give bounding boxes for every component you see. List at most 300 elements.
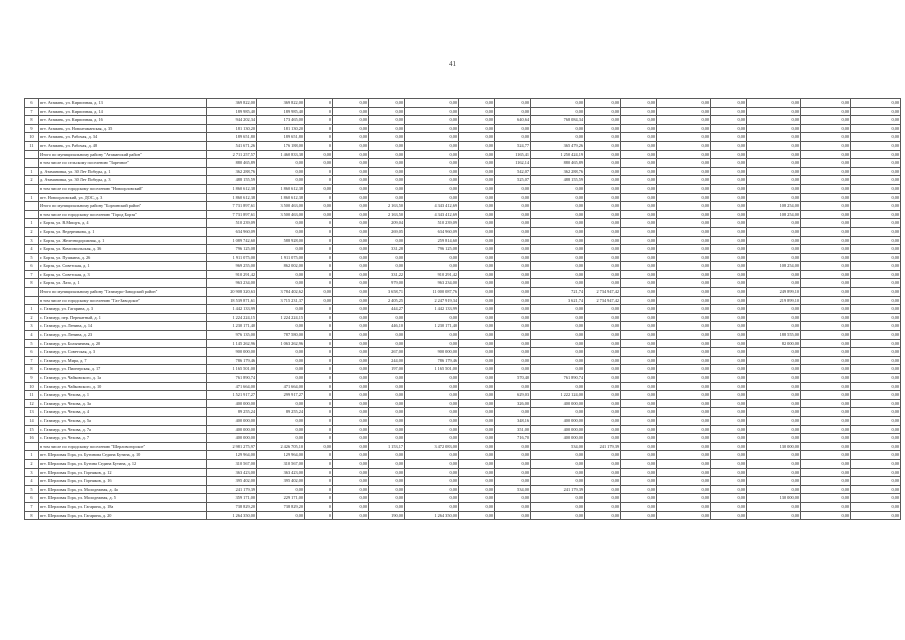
value-cell: 570,40 <box>495 374 531 383</box>
value-cell: 0,00 <box>851 305 901 314</box>
value-cell: 0,00 <box>369 451 405 460</box>
value-cell: 0,00 <box>585 322 621 331</box>
value-cell: 0,00 <box>333 331 369 340</box>
value-cell: 0,00 <box>305 202 333 211</box>
value-cell: 0,00 <box>369 176 405 185</box>
value-cell: 0,00 <box>495 184 531 193</box>
value-cell: 0,00 <box>657 494 711 503</box>
value-cell: 0,00 <box>621 356 657 365</box>
value-cell: 0,00 <box>711 322 747 331</box>
value-cell: 0,00 <box>459 391 495 400</box>
value-cell: 0,00 <box>657 425 711 434</box>
value-cell: 0,00 <box>495 339 531 348</box>
address-cell: пгт. Шерловая Гора, ул. Бутина Седина Бутина, д. 12 <box>39 459 207 468</box>
value-cell: 2 247 919,34 <box>405 296 459 305</box>
value-cell: 0,00 <box>495 99 531 108</box>
table-row <box>25 511 901 520</box>
value-cell: 3 715 231,37 <box>257 296 305 305</box>
value-cell: 1 860 612,38 <box>257 193 305 202</box>
value-cell: 0,00 <box>711 202 747 211</box>
value-cell: 0,00 <box>585 150 621 159</box>
value-cell: 0,00 <box>747 176 801 185</box>
value-cell: 0,00 <box>405 408 459 417</box>
value-cell: 510 239,09 <box>405 219 459 228</box>
value-cell: 0,00 <box>369 477 405 486</box>
address-cell: Итого по муниципальному району "Газимуро-Заводский район" <box>39 288 207 297</box>
value-cell: 0,00 <box>747 305 801 314</box>
value-cell: 299 917,27 <box>257 391 305 400</box>
value-cell: 1162,14 <box>495 159 531 168</box>
value-cell: 0,00 <box>459 176 495 185</box>
value-cell: 588 928,00 <box>257 236 305 245</box>
value-cell: 400 000,00 <box>531 425 585 434</box>
value-cell: 0,00 <box>495 322 531 331</box>
value-cell: 796 125,08 <box>207 245 257 254</box>
value-cell: 0,00 <box>801 279 851 288</box>
value-cell: 0,00 <box>657 107 711 116</box>
value-cell: 0,00 <box>369 339 405 348</box>
value-cell: 0,00 <box>747 451 801 460</box>
value-cell: 0,00 <box>333 133 369 142</box>
row-number-cell <box>25 202 39 211</box>
value-cell: 0,00 <box>585 193 621 202</box>
value-cell: 0,00 <box>459 99 495 108</box>
value-cell: 0,00 <box>851 485 901 494</box>
value-cell: 1 860 612,38 <box>257 184 305 193</box>
address-cell: с. Газимур, пер. Перекатный, д. 1 <box>39 313 207 322</box>
value-cell: 963 234,00 <box>405 279 459 288</box>
table-group-row <box>25 210 901 219</box>
value-cell: 395 402,00 <box>257 477 305 486</box>
value-cell: 0,00 <box>369 236 405 245</box>
value-cell: 0,00 <box>405 339 459 348</box>
value-cell: 0,00 <box>711 331 747 340</box>
row-number-cell: 1 <box>25 193 39 202</box>
value-cell: 0,00 <box>369 502 405 511</box>
value-cell: 0 <box>305 193 333 202</box>
value-cell: 629,03 <box>495 391 531 400</box>
value-cell: 0,00 <box>711 141 747 150</box>
value-cell: 0,00 <box>531 348 585 357</box>
value-cell: 0,00 <box>711 219 747 228</box>
value-cell: 0,00 <box>711 434 747 443</box>
address-cell: в том числе по городскому поселению "Газ-Заводское" <box>39 296 207 305</box>
value-cell: 0,00 <box>333 107 369 116</box>
value-cell: 82 000,00 <box>747 339 801 348</box>
value-cell: 0,00 <box>621 176 657 185</box>
value-cell: 0,00 <box>621 288 657 297</box>
table-row <box>25 167 901 176</box>
value-cell: 0,00 <box>305 159 333 168</box>
value-cell: 0,00 <box>621 133 657 142</box>
value-cell: 331,28 <box>369 245 405 254</box>
value-cell: 0,00 <box>495 511 531 520</box>
value-cell: 1 153,17 <box>369 442 405 451</box>
value-cell: 721,74 <box>531 288 585 297</box>
value-cell: 0,00 <box>333 124 369 133</box>
row-number-cell <box>25 442 39 451</box>
table-row <box>25 451 901 460</box>
value-cell: 0,00 <box>531 270 585 279</box>
value-cell: 0,00 <box>851 313 901 322</box>
value-cell: 0,00 <box>851 99 901 108</box>
address-cell: с. Газимур, ул. Ленина, д. 14 <box>39 322 207 331</box>
value-cell: 0,00 <box>585 262 621 271</box>
row-number-cell: 11 <box>25 141 39 150</box>
value-cell: 979,00 <box>369 279 405 288</box>
address-cell: с. Газимур, ул. Ленина, д. 23 <box>39 331 207 340</box>
value-cell: 0,00 <box>459 253 495 262</box>
value-cell: 0 <box>305 502 333 511</box>
value-cell: 0,00 <box>747 322 801 331</box>
value-cell: 0,00 <box>851 176 901 185</box>
row-number-cell: 5 <box>25 253 39 262</box>
value-cell: 0,00 <box>851 202 901 211</box>
value-cell: 0,00 <box>333 322 369 331</box>
value-cell: 0,00 <box>657 167 711 176</box>
value-cell: 0,00 <box>621 262 657 271</box>
value-cell: 0,00 <box>459 399 495 408</box>
value-cell: 0,00 <box>585 270 621 279</box>
value-cell: 0,00 <box>333 141 369 150</box>
value-cell: 0 <box>305 408 333 417</box>
value-cell: 0,00 <box>801 193 851 202</box>
row-number-cell: 6 <box>25 262 39 271</box>
value-cell: 0,00 <box>851 270 901 279</box>
value-cell: 0,00 <box>621 99 657 108</box>
value-cell: 0,00 <box>851 150 901 159</box>
value-cell: 0,00 <box>459 459 495 468</box>
table-row <box>25 365 901 374</box>
value-cell: 0,00 <box>495 331 531 340</box>
value-cell: 0,00 <box>333 313 369 322</box>
value-cell: 0,00 <box>711 253 747 262</box>
value-cell: 0,00 <box>333 468 369 477</box>
value-cell: 0,00 <box>495 408 531 417</box>
table-row <box>25 245 901 254</box>
value-cell: 0,00 <box>747 124 801 133</box>
table-row <box>25 236 901 245</box>
value-cell: 0,00 <box>405 399 459 408</box>
row-number-cell: 3 <box>25 468 39 477</box>
value-cell: 0,00 <box>495 477 531 486</box>
value-cell: 0,00 <box>657 296 711 305</box>
program-table <box>24 98 901 520</box>
table-row <box>25 313 901 322</box>
address-cell: пгт. Шерловая Гора, ул. Горняков, д. 12 <box>39 468 207 477</box>
address-cell: пгт. Атамань, ул. Кирпичная, д. 14 <box>39 107 207 116</box>
value-cell: 0,00 <box>333 159 369 168</box>
value-cell: 0,00 <box>405 262 459 271</box>
value-cell: 0,00 <box>747 399 801 408</box>
value-cell: 0 <box>305 262 333 271</box>
table-row <box>25 425 901 434</box>
value-cell: 0,00 <box>657 193 711 202</box>
value-cell: 0,00 <box>585 245 621 254</box>
value-cell: 0,00 <box>459 468 495 477</box>
value-cell: 0,00 <box>851 193 901 202</box>
value-cell: 0,00 <box>621 391 657 400</box>
value-cell: 0,00 <box>405 374 459 383</box>
row-number-cell: 2 <box>25 176 39 185</box>
value-cell: 0,00 <box>531 236 585 245</box>
value-cell: 129 964,00 <box>207 451 257 460</box>
value-cell: 0,00 <box>333 270 369 279</box>
value-cell: 0,00 <box>621 313 657 322</box>
row-number-cell: 1 <box>25 219 39 228</box>
value-cell: 0,00 <box>711 236 747 245</box>
value-cell: 0 <box>305 176 333 185</box>
value-cell: 0,00 <box>851 468 901 477</box>
value-cell: 369 822,00 <box>207 99 257 108</box>
value-cell: 0,00 <box>333 434 369 443</box>
value-cell: 0,00 <box>459 331 495 340</box>
value-cell: 130 000,00 <box>747 442 801 451</box>
value-cell: 0,00 <box>531 494 585 503</box>
value-cell: 0,00 <box>257 425 305 434</box>
value-cell: 0,00 <box>333 253 369 262</box>
value-cell: 2 734 947,42 <box>585 296 621 305</box>
value-cell: 0,00 <box>801 133 851 142</box>
value-cell: 0,00 <box>585 99 621 108</box>
value-cell: 0,00 <box>851 288 901 297</box>
value-cell: 0,00 <box>801 416 851 425</box>
row-number-cell: 7 <box>25 356 39 365</box>
address-cell: с. Газимур, ул. Чехова, д. 7 <box>39 434 207 443</box>
value-cell: 0,00 <box>531 124 585 133</box>
value-cell: 0,00 <box>531 468 585 477</box>
value-cell: 0,00 <box>711 288 747 297</box>
value-cell: 0,00 <box>531 279 585 288</box>
value-cell: 0 <box>305 236 333 245</box>
value-cell: 190,00 <box>369 511 405 520</box>
value-cell: 188 555,00 <box>747 331 801 340</box>
table-body <box>25 99 901 520</box>
value-cell: 0,00 <box>369 116 405 125</box>
value-cell: 0,00 <box>801 348 851 357</box>
value-cell: 1 165 501,00 <box>405 365 459 374</box>
value-cell: 197,00 <box>369 365 405 374</box>
value-cell: 0,00 <box>657 339 711 348</box>
value-cell: 0,00 <box>711 391 747 400</box>
value-cell: 310 567,00 <box>207 459 257 468</box>
value-cell: 0,00 <box>801 451 851 460</box>
value-cell: 0,00 <box>801 339 851 348</box>
value-cell: 1 264 350,00 <box>207 511 257 520</box>
table-row <box>25 502 901 511</box>
value-cell: 0,00 <box>621 124 657 133</box>
value-cell: 0,00 <box>333 288 369 297</box>
value-cell: 0,00 <box>459 184 495 193</box>
address-cell: с. Газимур, ул. Чехова, д. 4 <box>39 408 207 417</box>
table-row <box>25 322 901 331</box>
value-cell: 0,00 <box>531 382 585 391</box>
value-cell: 0,00 <box>405 176 459 185</box>
value-cell: 0 <box>305 348 333 357</box>
value-cell: 0,00 <box>851 296 901 305</box>
table-group-row <box>25 288 901 297</box>
value-cell: 0,00 <box>585 159 621 168</box>
value-cell: 0 <box>305 434 333 443</box>
value-cell: 0,00 <box>657 365 711 374</box>
table-group-row <box>25 159 901 168</box>
row-number-cell <box>25 184 39 193</box>
value-cell: 0,00 <box>621 236 657 245</box>
value-cell: 0,00 <box>531 227 585 236</box>
value-cell: 1 224 224,15 <box>257 313 305 322</box>
value-cell: 0,00 <box>405 331 459 340</box>
value-cell: 2 426 705,10 <box>257 442 305 451</box>
address-cell: г. Борзя, ул. Советская, д. 3 <box>39 270 207 279</box>
value-cell: 0,00 <box>333 236 369 245</box>
row-number-cell: 7 <box>25 502 39 511</box>
value-cell: 0,00 <box>531 184 585 193</box>
value-cell: 0,00 <box>495 305 531 314</box>
value-cell: 0,00 <box>657 442 711 451</box>
value-cell: 787 580,00 <box>257 331 305 340</box>
value-cell: 0,00 <box>851 494 901 503</box>
value-cell: 0,00 <box>711 262 747 271</box>
value-cell: 0,00 <box>531 459 585 468</box>
value-cell: 534,00 <box>531 442 585 451</box>
value-cell: 3 500 463,00 <box>257 210 305 219</box>
value-cell: 0,00 <box>657 416 711 425</box>
address-cell: с. Газимур, ул. Чехова, д. 1 <box>39 391 207 400</box>
table-group-row <box>25 442 901 451</box>
value-cell: 0,00 <box>405 416 459 425</box>
value-cell: 0,00 <box>801 245 851 254</box>
value-cell: 0,00 <box>621 219 657 228</box>
value-cell: 400 000,00 <box>207 416 257 425</box>
value-cell: 0,00 <box>711 416 747 425</box>
value-cell: 0,00 <box>459 442 495 451</box>
value-cell: 0 <box>305 399 333 408</box>
value-cell: 1 911 075,00 <box>207 253 257 262</box>
row-number-cell: 7 <box>25 107 39 116</box>
value-cell: 862 002,00 <box>257 262 305 271</box>
value-cell: 0,00 <box>531 511 585 520</box>
value-cell: 0,00 <box>495 296 531 305</box>
value-cell: 0,00 <box>621 159 657 168</box>
value-cell: 0,00 <box>495 227 531 236</box>
value-cell: 0,00 <box>257 159 305 168</box>
value-cell: 0,00 <box>459 434 495 443</box>
table-row <box>25 399 901 408</box>
value-cell: 0,00 <box>257 176 305 185</box>
value-cell: 400 000,00 <box>531 416 585 425</box>
value-cell: 0,00 <box>459 485 495 494</box>
value-cell: 0,00 <box>801 116 851 125</box>
value-cell: 0,00 <box>257 270 305 279</box>
address-cell: пгт. Атамань, ул. Новоатаманская, д. 35 <box>39 124 207 133</box>
address-cell: д. Атамановка, ул. 30 Лет Победы, д. 1 <box>39 167 207 176</box>
value-cell: 0,00 <box>405 116 459 125</box>
value-cell: 0 <box>305 485 333 494</box>
value-cell: 0,00 <box>585 236 621 245</box>
value-cell: 0 <box>305 279 333 288</box>
value-cell: 0 <box>305 167 333 176</box>
value-cell: 0,00 <box>585 511 621 520</box>
value-cell: 0,00 <box>657 468 711 477</box>
value-cell: 0,00 <box>851 262 901 271</box>
value-cell: 130 000,00 <box>747 494 801 503</box>
value-cell: 0,00 <box>657 245 711 254</box>
value-cell: 0,00 <box>801 184 851 193</box>
value-cell: 0,00 <box>495 262 531 271</box>
value-cell: 0,00 <box>405 425 459 434</box>
value-cell: 0,00 <box>801 99 851 108</box>
value-cell: 0 <box>305 425 333 434</box>
row-number-cell: 4 <box>25 245 39 254</box>
value-cell: 0,00 <box>657 434 711 443</box>
value-cell: 0,00 <box>459 124 495 133</box>
value-cell: 0,00 <box>747 184 801 193</box>
value-cell: 0,00 <box>851 245 901 254</box>
row-number-cell: 4 <box>25 477 39 486</box>
value-cell: 0 <box>305 391 333 400</box>
value-cell: 0,00 <box>369 468 405 477</box>
value-cell: 0 <box>305 365 333 374</box>
page-number: 41 <box>449 60 456 68</box>
row-number-cell: 5 <box>25 339 39 348</box>
value-cell: 0,00 <box>851 331 901 340</box>
table-row <box>25 485 901 494</box>
address-cell: г. Борзя, ул. Советская, д. 1 <box>39 262 207 271</box>
value-cell: 0,00 <box>495 219 531 228</box>
value-cell: 0,00 <box>851 399 901 408</box>
value-cell: 0,00 <box>305 296 333 305</box>
value-cell: 89 255,24 <box>207 408 257 417</box>
value-cell: 0,00 <box>621 502 657 511</box>
value-cell: 0,00 <box>405 124 459 133</box>
value-cell: 0,00 <box>657 210 711 219</box>
value-cell: 0,00 <box>333 382 369 391</box>
value-cell: 0,00 <box>621 408 657 417</box>
row-number-cell: 10 <box>25 133 39 142</box>
row-number-cell: 9 <box>25 124 39 133</box>
row-number-cell: 3 <box>25 236 39 245</box>
value-cell: 1 224 224,15 <box>207 313 257 322</box>
value-cell: 0,00 <box>459 425 495 434</box>
value-cell: 0,00 <box>459 193 495 202</box>
value-cell: 0,00 <box>657 176 711 185</box>
value-cell: 0 <box>305 322 333 331</box>
value-cell: 0,00 <box>621 167 657 176</box>
address-cell: с. Газимур, ул. Больничная, д. 20 <box>39 339 207 348</box>
value-cell: 0,00 <box>621 116 657 125</box>
value-cell: 761 890,74 <box>531 374 585 383</box>
address-cell: г. Борзя, ул. Железнодорожная, д. 1 <box>39 236 207 245</box>
value-cell: 634 960,09 <box>207 227 257 236</box>
value-cell: 0,00 <box>369 253 405 262</box>
value-cell: 0 <box>305 511 333 520</box>
value-cell: 0,00 <box>585 202 621 211</box>
value-cell: 0,00 <box>495 442 531 451</box>
value-cell: 0,00 <box>657 331 711 340</box>
value-cell: 1 911 075,00 <box>257 253 305 262</box>
value-cell: 2 711 257,57 <box>207 150 257 159</box>
row-number-cell: 16 <box>25 434 39 443</box>
value-cell: 0,00 <box>333 451 369 460</box>
value-cell: 0,00 <box>851 502 901 511</box>
value-cell: 0,00 <box>851 459 901 468</box>
value-cell: 0,00 <box>851 116 901 125</box>
address-cell: в том числе по городскому поселению "Шерловогорское" <box>39 442 207 451</box>
value-cell: 0,00 <box>747 434 801 443</box>
value-cell: 0,00 <box>459 494 495 503</box>
value-cell: 0,00 <box>657 202 711 211</box>
value-cell: 3 784 402,62 <box>257 288 305 297</box>
